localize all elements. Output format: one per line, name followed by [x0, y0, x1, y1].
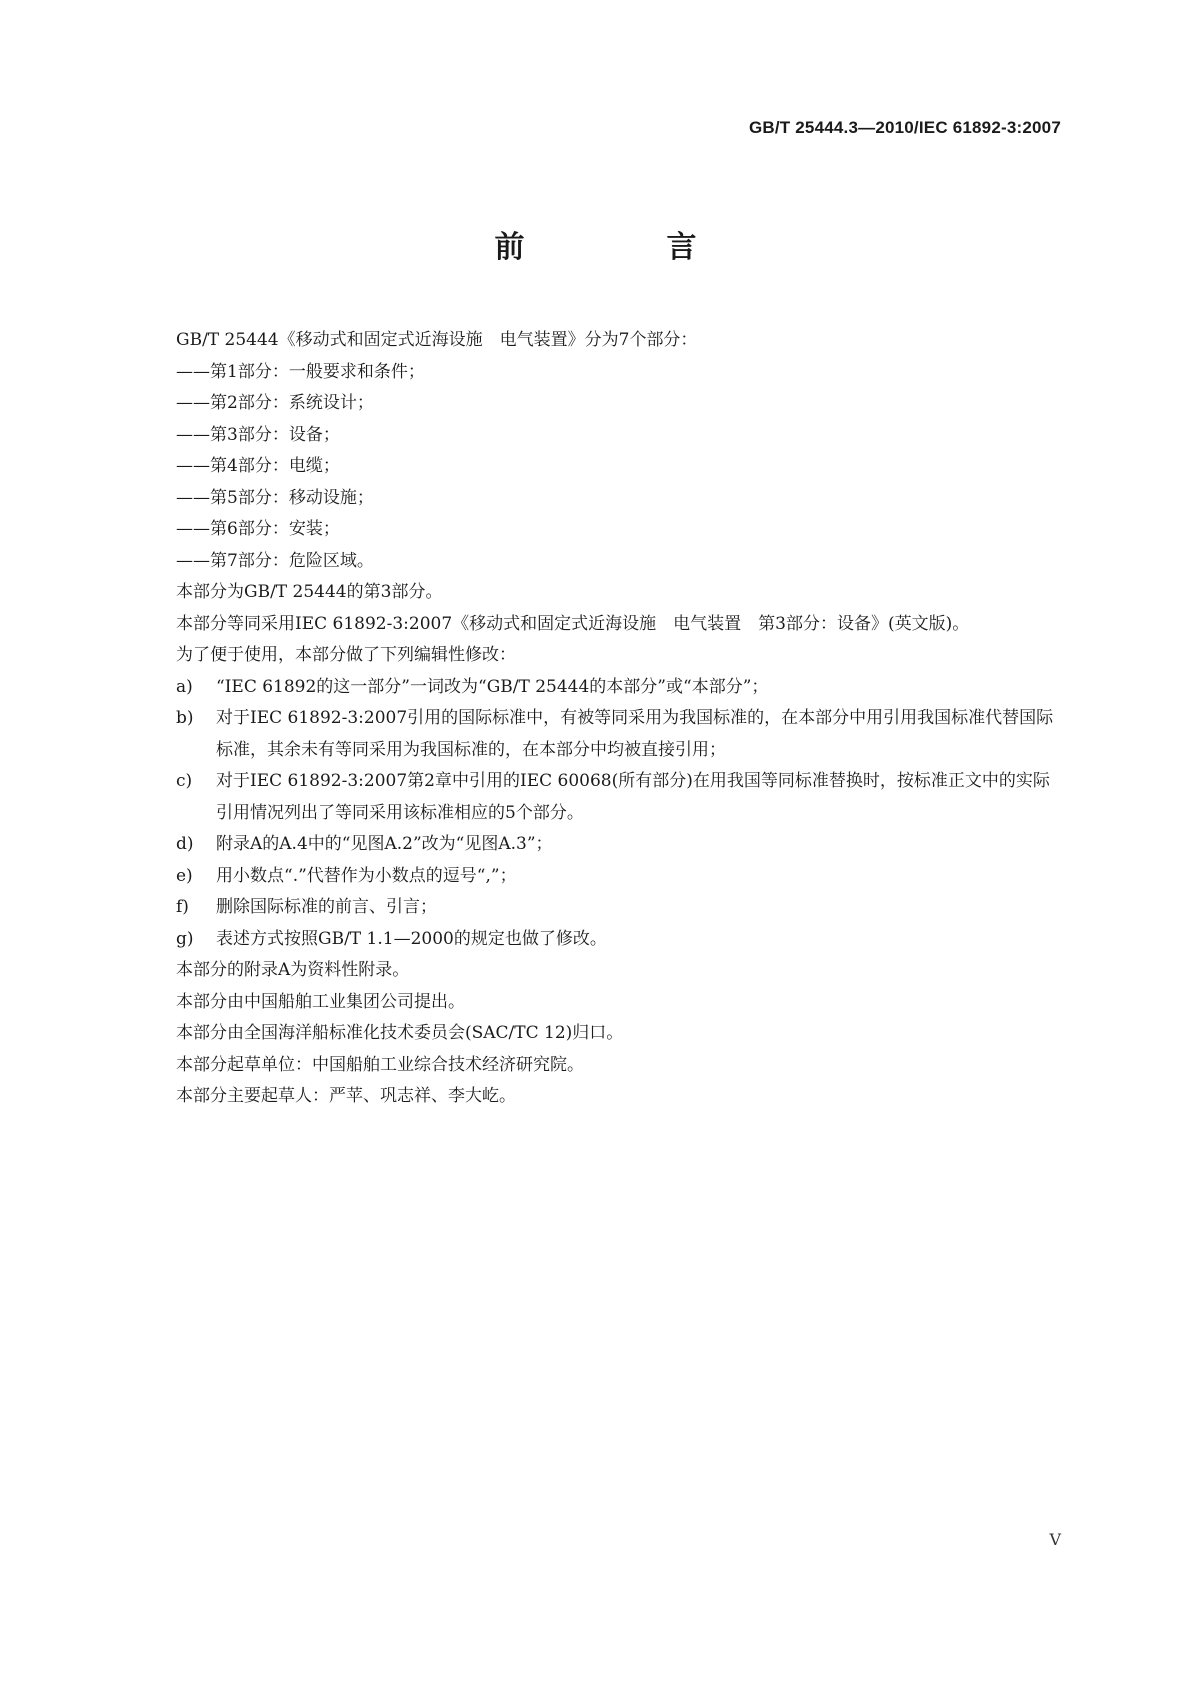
- closing-line: 本部分起草单位：中国船舶工业综合技术经济研究院。: [176, 1054, 584, 1075]
- edit-item-label: a): [176, 676, 193, 697]
- statement-adoption: [136, 609, 1056, 641]
- part-list-item: ——第5部分：移动设施；: [176, 487, 374, 508]
- standard-code: GB/T 25444.3—2010/IEC 61892-3:2007: [748, 118, 1061, 137]
- part-list-item: ——第1部分：一般要求和条件；: [176, 361, 425, 382]
- part-list-item: ——第3部分：设备；: [176, 424, 340, 445]
- closing-line: 本部分主要起草人：严苹、巩志祥、李大屹。: [176, 1086, 516, 1106]
- statement-adoption-text: 本部分等同采用IEC 61892-3:2007《移动式和固定式近海设施 电气装置 第3部分：设备》(英文版)。: [176, 613, 970, 634]
- edit-item: [136, 703, 1056, 766]
- edit-item: [136, 766, 1056, 829]
- part-list-item: ——第4部分：电缆；: [176, 456, 340, 476]
- edit-item: [136, 892, 1056, 924]
- edit-item-text: 删除国际标准的前言、引言；: [216, 897, 437, 917]
- statement-part: 本部分为GB/T 25444的第3部分。: [176, 582, 443, 602]
- edit-item: [136, 861, 1056, 893]
- edits-intro: 为了便于使用，本部分做了下列编辑性修改：: [176, 645, 516, 665]
- part-list-item: ——第7部分：危险区域。: [176, 550, 374, 571]
- edit-item-label: d): [176, 834, 194, 854]
- edit-item: [136, 924, 1056, 956]
- edit-item-label: b): [176, 708, 194, 728]
- closing-line: 本部分由中国船舶工业集团公司提出。: [176, 991, 465, 1012]
- edit-item: [136, 672, 1056, 704]
- edit-item-text: 附录A的A.4中的“见图A.2”改为“见图A.3”；: [216, 834, 553, 854]
- edit-item-label: g): [176, 928, 194, 949]
- edit-item-text: “IEC 61892的这一部分”一词改为“GB/T 25444的本部分”或“本部分”；: [216, 676, 769, 697]
- part-list-item: ——第6部分：安装；: [176, 519, 340, 539]
- part-list-item: ——第2部分：系统设计；: [176, 393, 374, 413]
- page-title: 前 言: [494, 230, 753, 265]
- edit-item: [136, 829, 1056, 861]
- edit-item-text: 用小数点“.”代替作为小数点的逗号“,”；: [216, 865, 517, 886]
- page-number: V: [1049, 1530, 1061, 1549]
- edit-item-label: f): [176, 897, 189, 917]
- edit-item-label: c): [176, 771, 193, 791]
- parts-intro: GB/T 25444《移动式和固定式近海设施 电气装置》分为7个部分：: [176, 330, 698, 350]
- edit-item-text: 表述方式按照GB/T 1.1—2000的规定也做了修改。: [216, 928, 607, 949]
- edit-item-label: e): [176, 865, 193, 886]
- closing-line: 本部分由全国海洋船标准化技术委员会(SAC/TC 12)归口。: [176, 1023, 624, 1043]
- closing-line: 本部分的附录A为资料性附录。: [176, 960, 410, 980]
- edit-item-text: 对于IEC 61892-3:2007引用的国际标准中，有被等同采用为我国标准的，在本部分中用引用我国标准代替国际标准，其余未有等同采用为我国标准的，在本部分中均被直接引用；: [216, 708, 1054, 760]
- foreword-body: [136, 325, 1056, 1113]
- edit-item-text: 对于IEC 61892-3:2007第2章中引用的IEC 60068(所有部分)在用我国等同标准替换时，按标准正文中的实际引用情况列出了等同采用该标准相应的5个部分。: [216, 771, 1050, 823]
